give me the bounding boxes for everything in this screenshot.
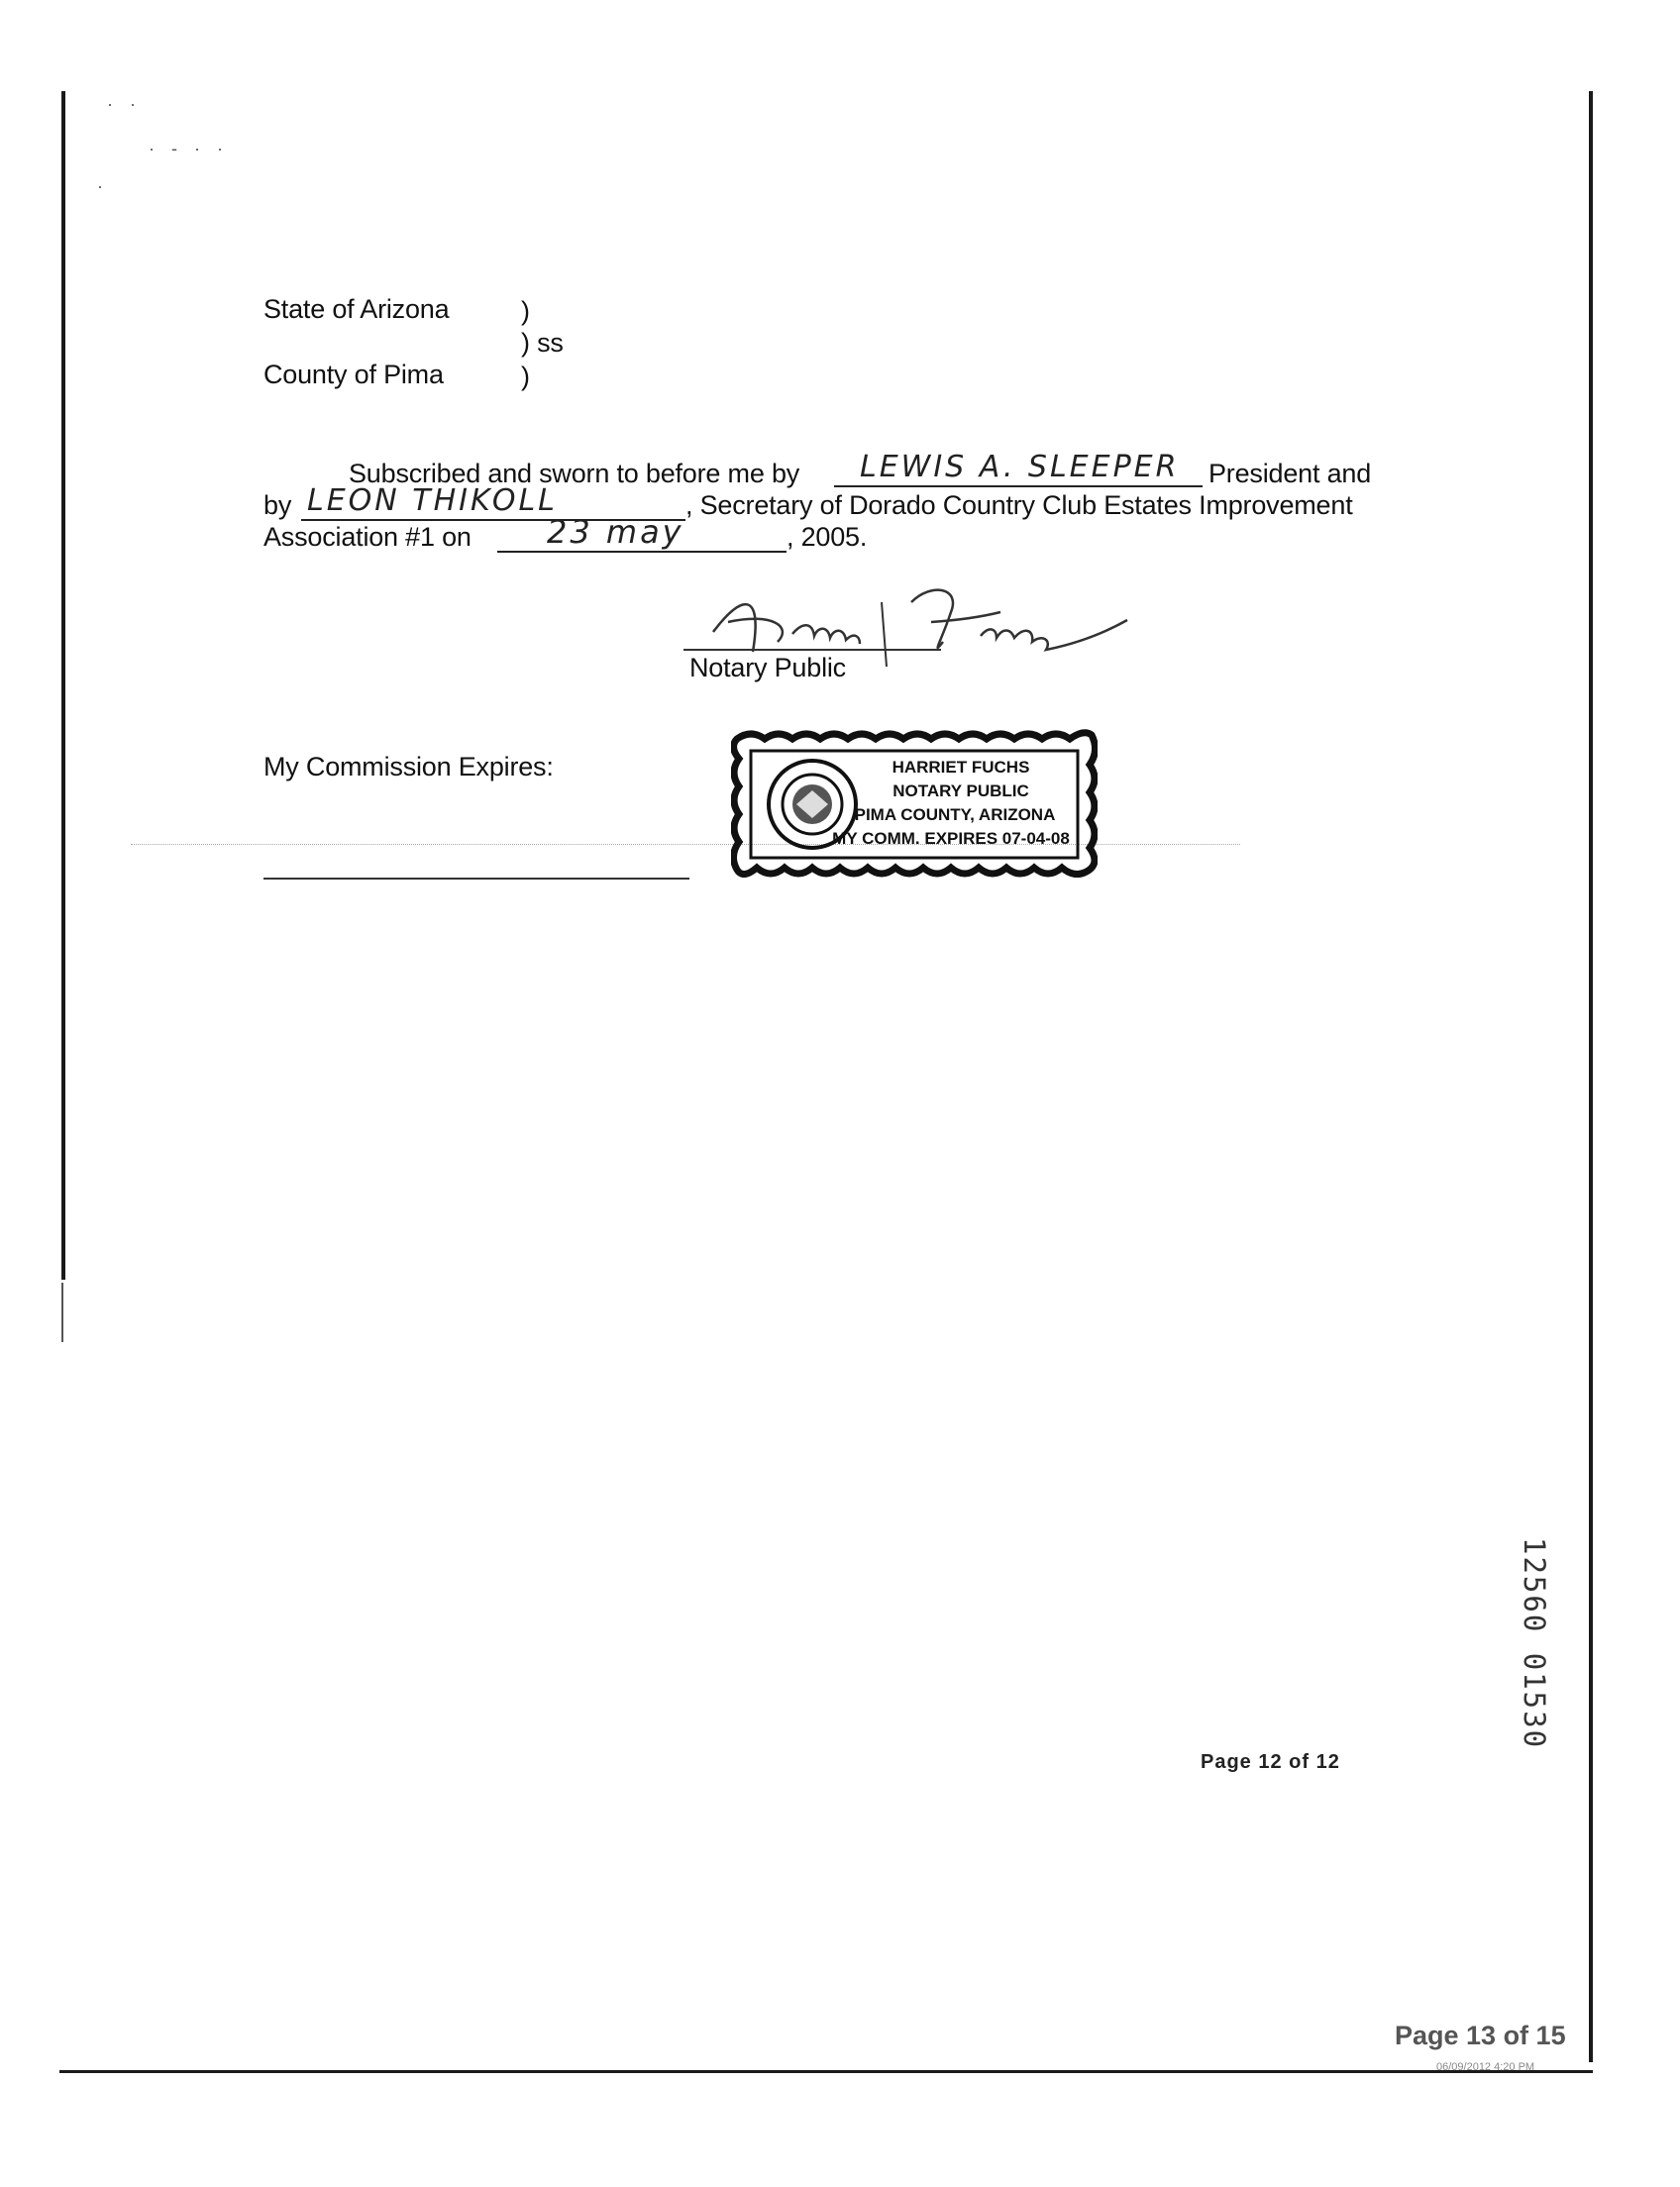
document-number xyxy=(1518,1537,1557,1775)
jurat-line3-prefix: Association #1 on xyxy=(263,522,472,552)
commission-blank xyxy=(263,878,689,880)
scan-left-edge-fragment xyxy=(61,1283,63,1342)
notary-public-label: Notary Public xyxy=(689,653,846,682)
venue-county: County of Pima xyxy=(263,360,444,389)
venue-ss: ) ss xyxy=(521,328,564,358)
commission-label: My Commission Expires: xyxy=(263,752,554,781)
jurat-line3-suffix: , 2005. xyxy=(787,522,868,552)
scan-noise-specks: · xyxy=(97,176,109,196)
jurat-line1-suffix: President and xyxy=(1208,459,1372,488)
scan-noise-specks: · - · · xyxy=(149,139,229,158)
stamp-name: HARRIET FUCHS xyxy=(892,758,1030,777)
date-blank xyxy=(497,513,787,553)
venue-paren-1: ) xyxy=(521,296,530,326)
venue-paren-3: ) xyxy=(521,362,530,391)
stamp-title: NOTARY PUBLIC xyxy=(892,781,1029,800)
signer1-handwriting: LEWIS A. SLEEPER xyxy=(860,450,1180,484)
document-number-text: 12560 01530 xyxy=(1518,1537,1551,1750)
jurat-line1-prefix: Subscribed and sworn to before me by xyxy=(349,459,800,488)
signer2-handwriting: LEON THIKOLL xyxy=(307,483,558,518)
jurat-line2-prefix: by xyxy=(263,490,292,520)
footer-page-number: Page 13 of 15 xyxy=(1395,2021,1566,2050)
footer-timestamp: 06/09/2012 4:20 PM xyxy=(1436,2061,1535,2073)
stamp-expiration: MY COMM. EXPIRES 07-04-08 xyxy=(832,829,1070,848)
notary-stamp xyxy=(731,721,1098,878)
scan-left-edge xyxy=(61,91,65,1280)
scan-right-edge xyxy=(1589,91,1593,2062)
page-number: Page 12 of 12 xyxy=(1201,1751,1340,1773)
signer1-blank xyxy=(834,450,1203,487)
date-handwriting: 23 may xyxy=(547,513,684,551)
scan-noise-specks: · · xyxy=(107,94,142,114)
stamp-county: PIMA COUNTY, ARIZONA xyxy=(854,805,1056,824)
venue-state: State of Arizona xyxy=(263,294,450,324)
scan-bottom-edge xyxy=(59,2070,1593,2073)
jurat-line2-suffix: , Secretary of Dorado Country Club Estates Improvement xyxy=(685,490,1353,520)
